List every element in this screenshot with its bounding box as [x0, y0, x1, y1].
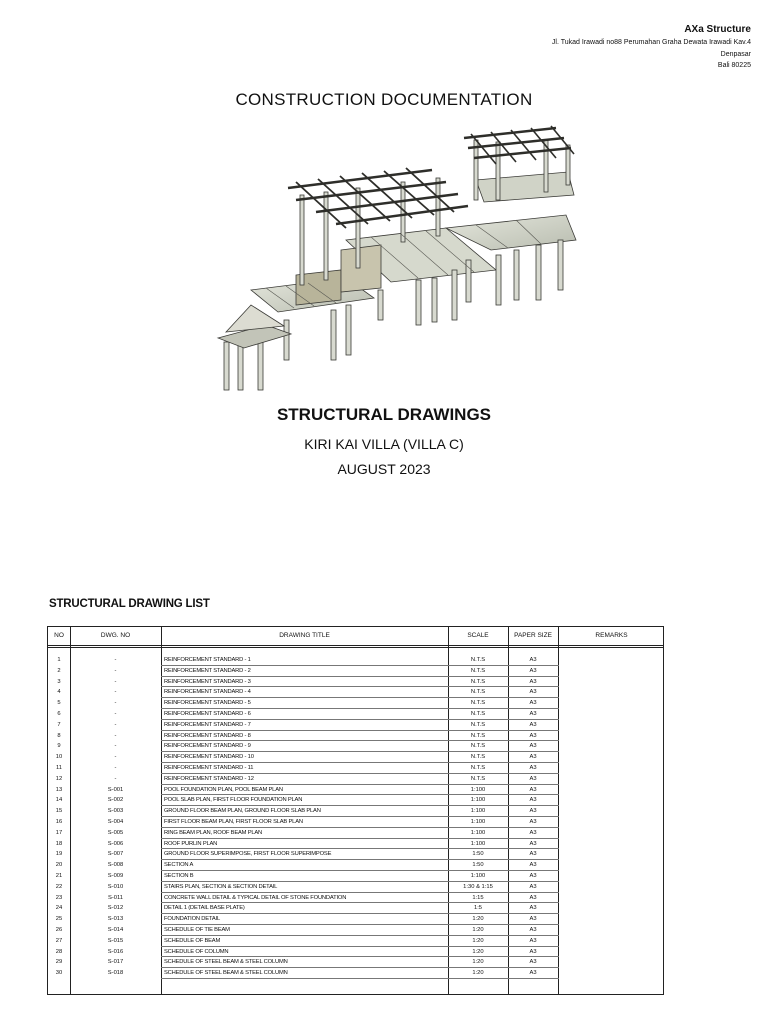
row-drawing-title: SECTION B	[164, 872, 194, 879]
row-dwg-no: -	[114, 667, 117, 674]
row-scale: 1:20	[472, 926, 484, 933]
row-dwg-no: -	[114, 721, 117, 728]
row-no: 9	[57, 743, 61, 750]
table-row	[48, 687, 663, 698]
row-scale: 1:100	[470, 840, 486, 847]
row-dwg-no: -	[114, 678, 117, 685]
row-drawing-title: CONCRETE WALL DETAIL & TYPICAL DETAIL OF STONE FOUNDATION	[164, 894, 347, 901]
row-scale: 1:100	[470, 872, 486, 879]
row-scale: 1:100	[470, 786, 486, 793]
drawing-list-table	[47, 626, 664, 995]
row-scale: 1:20	[472, 970, 484, 977]
header-paper-size: PAPER SIZE	[514, 632, 552, 639]
address-line-3: Bali 80225	[717, 62, 751, 69]
row-dwg-no: S-018	[107, 970, 124, 977]
row-scale: 1:30 & 1:15	[463, 883, 493, 890]
row-dwg-no: -	[114, 700, 117, 707]
table-row	[48, 763, 663, 774]
row-paper-size: A3	[529, 700, 537, 707]
table-row	[48, 709, 663, 720]
row-drawing-title: FIRST FLOOR BEAM PLAN, FIRST FLOOR SLAB PLAN	[164, 818, 303, 825]
row-dwg-no: -	[114, 743, 117, 750]
table-row	[48, 655, 663, 666]
row-no: 20	[55, 862, 63, 869]
row-drawing-title: REINFORCEMENT STANDARD - 1	[164, 657, 251, 663]
row-scale: 1:20	[472, 959, 484, 966]
row-dwg-no: S-011	[107, 894, 124, 901]
row-drawing-title: SECTION A	[164, 862, 194, 869]
row-no: 6	[57, 710, 61, 717]
row-scale: N.T.S	[470, 743, 486, 750]
row-paper-size: A3	[529, 905, 537, 912]
row-paper-size: A3	[529, 667, 537, 674]
row-no: 7	[57, 721, 61, 728]
row-no: 29	[55, 959, 63, 966]
row-no: 22	[55, 883, 63, 890]
row-no: 24	[55, 905, 63, 912]
row-paper-size: A3	[529, 883, 537, 890]
row-no: 10	[55, 754, 63, 761]
row-dwg-no: -	[114, 754, 117, 761]
row-paper-size: A3	[529, 959, 537, 966]
table-row	[48, 741, 663, 752]
row-paper-size: A3	[529, 797, 537, 804]
row-dwg-no: -	[114, 689, 117, 696]
header-drawing-title: DRAWING TITLE	[279, 632, 330, 639]
row-paper-size: A3	[529, 689, 537, 696]
row-dwg-no: S-001	[107, 786, 124, 793]
row-paper-size: A3	[529, 678, 537, 685]
row-scale: N.T.S	[470, 689, 486, 696]
row-no: 17	[55, 829, 63, 836]
table-row	[48, 947, 663, 958]
table-row	[48, 817, 663, 828]
row-paper-size: A3	[529, 710, 537, 717]
row-scale: 1:50	[472, 851, 484, 858]
row-drawing-title: SCHEDULE OF STEEL BEAM & STEEL COLUMN	[164, 959, 288, 966]
row-scale: 1:20	[472, 948, 484, 955]
table-row	[48, 903, 663, 914]
structure-3d-model-image	[196, 120, 584, 410]
row-no: 26	[55, 926, 63, 933]
row-paper-size: A3	[529, 948, 537, 955]
table-row	[48, 731, 663, 742]
row-drawing-title: POOL SLAB PLAN, FIRST FLOOR FOUNDATION PLAN	[164, 797, 303, 804]
row-scale: 1:100	[470, 829, 486, 836]
row-no: 11	[55, 764, 63, 771]
row-drawing-title: REINFORCEMENT STANDARD - 12	[164, 775, 254, 782]
row-paper-size: A3	[529, 840, 537, 847]
row-no: 12	[55, 775, 63, 782]
row-no: 4	[57, 689, 61, 696]
address-line-1: Jl. Tukad Irawadi no88 Perumahan Graha Dewata Irawadi Kav.4	[551, 39, 751, 46]
row-no: 3	[57, 678, 61, 685]
row-paper-size: A3	[529, 786, 537, 793]
row-drawing-title: DETAIL 1 (DETAIL BASE PLATE)	[164, 905, 245, 912]
row-paper-size: A3	[529, 764, 537, 771]
row-paper-size: A3	[529, 732, 537, 739]
row-scale: 1:100	[470, 818, 486, 825]
row-drawing-title: FOUNDATION DETAIL	[164, 916, 220, 923]
table-row	[48, 925, 663, 936]
row-scale: N.T.S	[470, 754, 486, 761]
row-dwg-no: -	[114, 657, 117, 663]
row-paper-size: A3	[529, 862, 537, 869]
row-dwg-no: S-013	[107, 916, 124, 923]
row-paper-size: A3	[529, 872, 537, 879]
table-body	[48, 655, 663, 979]
table-row	[48, 698, 663, 709]
row-no: 16	[55, 818, 63, 825]
row-drawing-title: GROUND FLOOR BEAM PLAN, GROUND FLOOR SLAB PLAN	[164, 808, 321, 815]
row-drawing-title: REINFORCEMENT STANDARD - 6	[164, 710, 251, 717]
row-scale: N.T.S	[470, 721, 486, 728]
row-drawing-title: POOL FOUNDATION PLAN, POOL BEAM PLAN	[164, 786, 283, 793]
row-dwg-no: S-017	[107, 959, 124, 966]
row-drawing-title: REINFORCEMENT STANDARD - 2	[164, 667, 251, 674]
row-dwg-no: S-003	[107, 808, 124, 815]
row-drawing-title: REINFORCEMENT STANDARD - 3	[164, 678, 251, 685]
row-drawing-title: REINFORCEMENT STANDARD - 9	[164, 743, 251, 750]
row-dwg-no: S-015	[107, 937, 124, 944]
row-scale: 1:20	[472, 937, 484, 944]
row-scale: N.T.S	[470, 764, 486, 771]
address-line-2: Denpasar	[720, 50, 751, 58]
row-no: 27	[55, 937, 63, 944]
row-drawing-title: REINFORCEMENT STANDARD - 7	[164, 721, 251, 728]
row-drawing-title: REINFORCEMENT STANDARD - 4	[164, 689, 251, 696]
table-row	[48, 839, 663, 850]
row-dwg-no: S-014	[107, 926, 124, 933]
row-paper-size: A3	[529, 721, 537, 728]
row-no: 13	[55, 786, 63, 793]
row-paper-size: A3	[529, 657, 537, 663]
row-no: 1	[57, 657, 61, 663]
document-date: AUGUST 2023	[337, 461, 431, 477]
row-dwg-no: S-012	[107, 905, 124, 912]
row-dwg-no: -	[114, 710, 117, 717]
header-divider	[48, 645, 663, 646]
row-drawing-title: SCHEDULE OF COLUMN	[164, 948, 229, 955]
table-row	[48, 720, 663, 731]
row-dwg-no: -	[114, 764, 117, 771]
row-dwg-no: S-010	[107, 883, 124, 890]
row-dwg-no: S-002	[107, 797, 124, 804]
table-row	[48, 957, 663, 968]
table-row	[48, 893, 663, 904]
row-no: 2	[57, 667, 61, 674]
row-no: 15	[55, 808, 63, 815]
table-row	[48, 882, 663, 893]
row-scale: 1:5	[473, 905, 483, 912]
row-dwg-no: S-008	[107, 862, 124, 869]
table-row	[48, 806, 663, 817]
row-drawing-title: SCHEDULE OF STEEL BEAM & STEEL COLUMN	[164, 970, 288, 977]
row-paper-size: A3	[529, 851, 537, 858]
row-scale: N.T.S	[470, 678, 486, 685]
table-row	[48, 936, 663, 947]
row-no: 8	[57, 732, 61, 739]
row-scale: N.T.S	[470, 667, 486, 674]
document-title: CONSTRUCTION DOCUMENTATION	[235, 90, 533, 109]
table-row	[48, 860, 663, 871]
row-paper-size: A3	[529, 775, 537, 782]
row-scale: 1:100	[470, 808, 486, 815]
row-no: 28	[55, 948, 63, 955]
table-row	[48, 752, 663, 763]
row-paper-size: A3	[529, 970, 537, 977]
row-scale: N.T.S	[470, 732, 486, 739]
row-scale: N.T.S	[470, 775, 486, 782]
drawing-list-title: STRUCTURAL DRAWING LIST	[49, 598, 210, 610]
row-dwg-no: -	[114, 775, 117, 782]
table-row	[48, 795, 663, 806]
row-drawing-title: REINFORCEMENT STANDARD - 5	[164, 700, 251, 707]
row-drawing-title: SCHEDULE OF TIE BEAM	[164, 926, 230, 933]
row-scale: N.T.S	[470, 710, 486, 717]
row-drawing-title: RING BEAM PLAN, ROOF BEAM PLAN	[164, 829, 263, 836]
row-dwg-no: S-006	[107, 840, 124, 847]
table-row	[48, 849, 663, 860]
row-dwg-no: S-005	[107, 829, 124, 836]
row-drawing-title: REINFORCEMENT STANDARD - 11	[164, 764, 254, 771]
row-drawing-title: REINFORCEMENT STANDARD - 8	[164, 732, 251, 739]
table-row	[48, 785, 663, 796]
row-scale: N.T.S	[470, 657, 486, 663]
row-paper-size: A3	[529, 829, 537, 836]
company-block	[552, 23, 751, 72]
header-no: NO	[54, 632, 64, 639]
row-dwg-no: S-007	[107, 851, 124, 858]
row-drawing-title: STAIRS PLAN, SECTION & SECTION DETAIL	[164, 883, 278, 890]
row-scale: 1:15	[472, 894, 484, 901]
row-paper-size: A3	[529, 808, 537, 815]
header-divider	[48, 647, 663, 648]
row-paper-size: A3	[529, 926, 537, 933]
row-scale: 1:50	[472, 862, 484, 869]
table-row	[48, 828, 663, 839]
table-row	[48, 968, 663, 979]
row-dwg-no: -	[114, 732, 117, 739]
company-name: AXa Structure	[684, 24, 751, 35]
row-scale: 1:100	[470, 797, 486, 804]
row-no: 25	[55, 916, 63, 923]
row-paper-size: A3	[529, 818, 537, 825]
table-row	[48, 871, 663, 882]
row-drawing-title: SCHEDULE OF BEAM	[164, 937, 221, 944]
row-no: 14	[55, 797, 63, 804]
table-row	[48, 666, 663, 677]
row-paper-size: A3	[529, 743, 537, 750]
row-paper-size: A3	[529, 937, 537, 944]
row-scale: 1:20	[472, 916, 484, 923]
table-row	[48, 914, 663, 925]
row-drawing-title: GROUND FLOOR SUPERIMPOSE, FIRST FLOOR SUPERIMPOSE	[164, 851, 332, 858]
project-name: KIRI KAI VILLA (VILLA C)	[304, 436, 464, 452]
row-paper-size: A3	[529, 894, 537, 901]
row-no: 21	[55, 872, 63, 879]
header-scale: SCALE	[467, 632, 489, 639]
row-no: 5	[57, 700, 61, 707]
table-row	[48, 774, 663, 785]
row-no: 18	[55, 840, 63, 847]
row-dwg-no: S-004	[107, 818, 124, 825]
row-scale: N.T.S	[470, 700, 486, 707]
row-dwg-no: S-016	[107, 948, 124, 955]
table-row	[48, 677, 663, 688]
row-no: 19	[55, 851, 63, 858]
row-paper-size: A3	[529, 754, 537, 761]
row-no: 30	[55, 970, 63, 977]
row-drawing-title: REINFORCEMENT STANDARD - 10	[164, 754, 254, 761]
row-dwg-no: S-009	[107, 872, 124, 879]
row-paper-size: A3	[529, 916, 537, 923]
row-no: 23	[55, 894, 63, 901]
row-drawing-title: ROOF PURLIN PLAN	[164, 840, 218, 847]
main-title: STRUCTURAL DRAWINGS	[276, 405, 492, 424]
header-dwg-no: DWG. NO	[100, 632, 131, 639]
header-remarks: REMARKS	[595, 632, 628, 639]
